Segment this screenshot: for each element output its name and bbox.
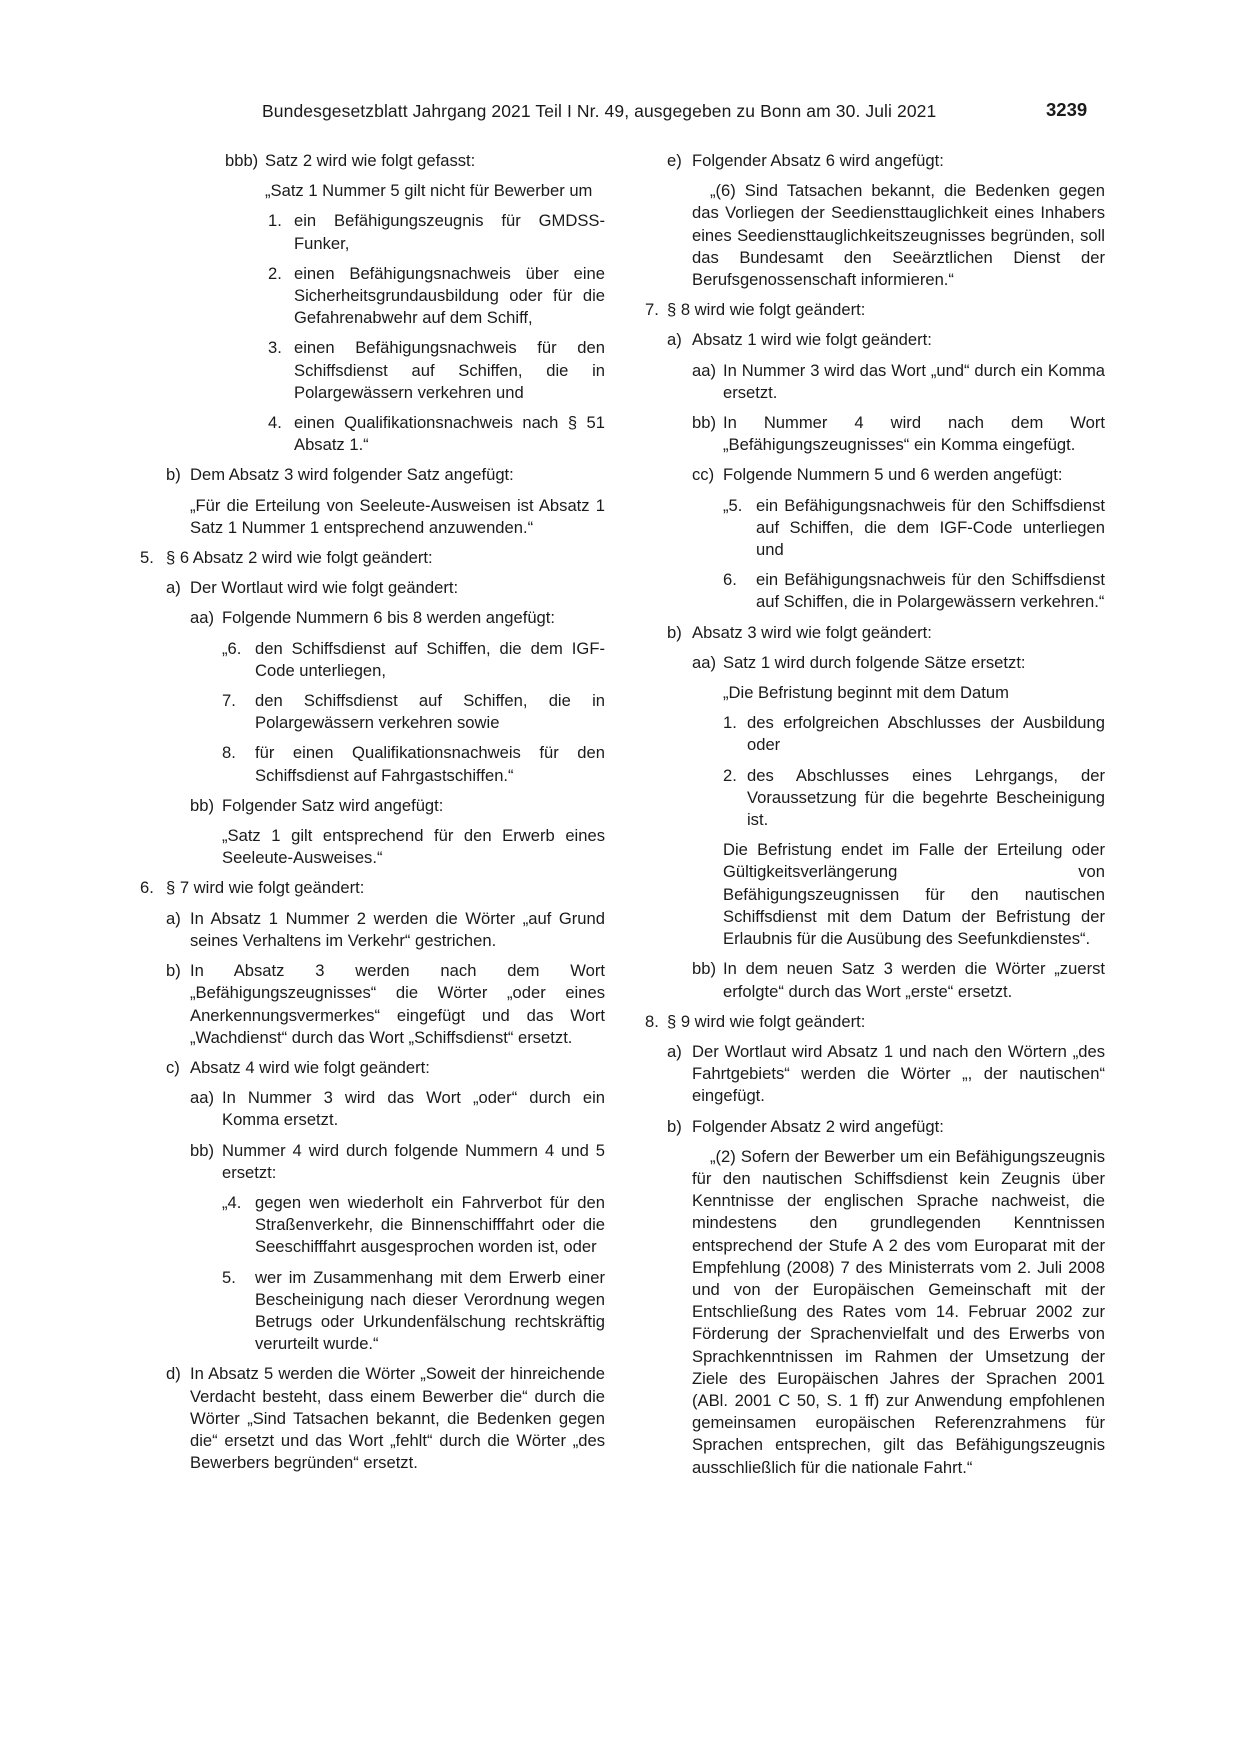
provision-text: ein Befähigungsnachweis für den Schiffsdienst auf Schiffen, die dem IGF-Code unterliegen und bbox=[756, 495, 1105, 560]
provision-text: In Nummer 4 wird nach dem Wort „Befähigungszeugnisses“ ein Komma eingefügt. bbox=[723, 413, 1105, 455]
enumeration-label: bb) bbox=[190, 795, 214, 815]
provision-text: In Absatz 1 Nummer 2 werden die Wörter „auf Grund seines Verhaltens im Verkehr“ gestrichen. bbox=[190, 908, 605, 950]
provision-text: wer im Zusammenhang mit dem Erwerb einer Bescheinigung nach dieser Verordnung wegen Betrugs oder Urkundenfälschung rechtskräftig verurteilt wurde.“ bbox=[255, 1267, 605, 1354]
provision-paragraph bbox=[692, 652, 1105, 674]
provision-paragraph bbox=[166, 960, 605, 1049]
provision-text: Der Wortlaut wird wie folgt geändert: bbox=[190, 578, 459, 598]
enumeration-label: 1. bbox=[723, 713, 737, 733]
provision-paragraph bbox=[140, 877, 605, 899]
provision-paragraph bbox=[140, 547, 605, 569]
enumeration-label: 8. bbox=[645, 1011, 659, 1031]
provision-paragraph bbox=[692, 180, 1105, 291]
provision-paragraph bbox=[692, 958, 1105, 1002]
enumeration-label: a) bbox=[667, 1041, 682, 1061]
provision-paragraph bbox=[190, 1140, 605, 1184]
provision-text: In Nummer 3 wird das Wort „und“ durch ein Komma ersetzt. bbox=[723, 360, 1105, 402]
enumeration-label: a) bbox=[667, 330, 682, 350]
provision-text: In Absatz 5 werden die Wörter „Soweit der hinreichende Verdacht besteht, dass einem Bewerber die“ durch die Wörter „Sind Tatsachen bekannt, die Bedenken gegen die“ ersetzt und das Wort „fehlt“ durch die Wörter „des Bewerbers begründen“ ersetzt. bbox=[190, 1364, 605, 1473]
running-title: Bundesgesetzblatt Jahrgang 2021 Teil I Nr. 49, ausgegeben zu Bonn am 30. Juli 2021 bbox=[262, 101, 937, 121]
provision-paragraph bbox=[166, 577, 605, 599]
provision-paragraph bbox=[692, 360, 1105, 404]
provision-text: einen Befähigungsnachweis über eine Sicherheitsgrundausbildung oder für die Gefahrenabwehr auf dem Schiff, bbox=[294, 263, 605, 328]
provision-text: In dem neuen Satz 3 werden die Wörter „zuerst erfolgte“ durch das Wort „erste“ ersetzt. bbox=[723, 959, 1105, 1001]
provision-paragraph bbox=[190, 607, 605, 629]
provision-paragraph bbox=[166, 1057, 605, 1079]
provision-text: Dem Absatz 3 wird folgender Satz angefügt: bbox=[190, 465, 514, 485]
provision-paragraph bbox=[692, 412, 1105, 456]
enumeration-label: 5. bbox=[222, 1267, 236, 1287]
enumeration-label: 4. bbox=[268, 413, 282, 433]
enumeration-label: 2. bbox=[268, 263, 282, 283]
enumeration-label: 7. bbox=[645, 300, 659, 320]
enumeration-label: a) bbox=[166, 908, 181, 928]
provision-paragraph bbox=[268, 412, 605, 456]
provision-text: einen Qualifikationsnachweis nach § 51 Absatz 1.“ bbox=[294, 413, 605, 455]
provision-text: des erfolgreichen Abschlusses der Ausbildung oder bbox=[747, 713, 1105, 755]
enumeration-label: bb) bbox=[692, 413, 716, 433]
provision-paragraph bbox=[268, 263, 605, 330]
provision-paragraph bbox=[645, 1011, 1105, 1033]
provision-text: In Absatz 3 werden nach dem Wort „Befähigungszeugnisses“ die Wörter „oder eines Anerkennungsvermerkes“ eingefügt und das Wort „Wachdienst“ durch das Wort „Schiffsdienst“ ersetzt. bbox=[190, 961, 605, 1047]
provision-paragraph bbox=[166, 1363, 605, 1474]
enumeration-label: „5. bbox=[723, 495, 743, 515]
provision-paragraph bbox=[692, 464, 1105, 486]
provision-text: § 6 Absatz 2 wird wie folgt geändert: bbox=[166, 548, 433, 568]
provision-paragraph bbox=[225, 150, 605, 172]
provision-text: „(6) Sind Tatsachen bekannt, die Bedenken gegen das Vorliegen der Seediensttauglichkeit eines Inhabers eines Seediensttauglichkeitszeugnisses begründen, soll das Bundesamt den Seeärztlichen Dienst der Berufsgenossenschaft informieren.“ bbox=[692, 181, 1105, 290]
provision-paragraph bbox=[667, 1041, 1105, 1108]
provision-text: Folgender Absatz 6 wird angefügt: bbox=[692, 151, 944, 170]
right-column bbox=[645, 150, 1105, 1487]
provision-text: gegen wen wiederholt ein Fahrverbot für den Straßenverkehr, die Binnenschifffahrt oder die Seeschifffahrt ausgesprochen worden ist, oder bbox=[255, 1192, 605, 1257]
provision-text: „Satz 1 Nummer 5 gilt nicht für Bewerber um bbox=[265, 181, 593, 201]
enumeration-label: aa) bbox=[692, 360, 716, 380]
provision-paragraph bbox=[692, 1146, 1105, 1479]
provision-text: Der Wortlaut wird Absatz 1 und nach den Wörtern „des Fahrtgebiets“ werden die Wörter „, der nautischen“ eingefügt. bbox=[692, 1041, 1105, 1106]
provision-text: Die Befristung endet im Falle der Erteilung oder Gültigkeitsverlängerung von Befähigungszeugnissen für den nautischen Schiffsdienst mit dem Datum der Befristung der Erlaubnis für die Ausübung des Seefunkdienstes“. bbox=[723, 840, 1105, 949]
provision-paragraph bbox=[222, 638, 605, 682]
provision-paragraph bbox=[222, 1192, 605, 1259]
provision-paragraph bbox=[723, 765, 1105, 832]
provision-paragraph bbox=[667, 329, 1105, 351]
provision-paragraph bbox=[166, 464, 605, 486]
left-column bbox=[140, 150, 605, 1482]
provision-paragraph bbox=[222, 690, 605, 734]
enumeration-label: b) bbox=[667, 1116, 682, 1136]
enumeration-label: 3. bbox=[268, 338, 282, 358]
provision-paragraph bbox=[222, 1267, 605, 1356]
enumeration-label: 6. bbox=[140, 878, 154, 898]
provision-text: Folgender Absatz 2 wird angefügt: bbox=[692, 1116, 944, 1136]
provision-text: für einen Qualifikationsnachweis für den Schiffsdienst auf Fahrgastschiffen.“ bbox=[255, 743, 605, 785]
provision-paragraph bbox=[222, 742, 605, 786]
provision-text: „Für die Erteilung von Seeleute-Ausweisen ist Absatz 1 Satz 1 Nummer 1 entsprechend anzuwenden.“ bbox=[190, 495, 605, 537]
provision-paragraph bbox=[268, 337, 605, 404]
enumeration-label: bb) bbox=[692, 959, 716, 979]
enumeration-label: bb) bbox=[190, 1140, 214, 1160]
provision-paragraph bbox=[166, 908, 605, 952]
enumeration-label: 1. bbox=[268, 211, 282, 231]
provision-text: einen Befähigungsnachweis für den Schiffsdienst auf Schiffen, die in Polargewässern verkehren und bbox=[294, 338, 605, 402]
provision-paragraph bbox=[723, 839, 1105, 950]
enumeration-label: 6. bbox=[723, 570, 737, 590]
provision-paragraph bbox=[190, 795, 605, 817]
running-header bbox=[0, 100, 1241, 126]
enumeration-label: c) bbox=[166, 1057, 180, 1077]
provision-text: Folgender Satz wird angefügt: bbox=[222, 795, 444, 815]
provision-text: § 9 wird wie folgt geändert: bbox=[667, 1011, 866, 1031]
enumeration-label: aa) bbox=[692, 652, 716, 672]
enumeration-label: 2. bbox=[723, 765, 737, 785]
provision-paragraph bbox=[723, 569, 1105, 613]
provision-text: In Nummer 3 wird das Wort „oder“ durch ein Komma ersetzt. bbox=[222, 1088, 605, 1130]
provision-paragraph bbox=[268, 210, 605, 254]
enumeration-label: „4. bbox=[222, 1192, 242, 1212]
provision-paragraph bbox=[723, 495, 1105, 562]
provision-text: Absatz 1 wird wie folgt geändert: bbox=[692, 330, 932, 350]
provision-text: des Abschlusses eines Lehrgangs, der Voraussetzung für die begehrte Bescheinigung ist. bbox=[747, 765, 1105, 830]
enumeration-label: b) bbox=[166, 465, 181, 485]
enumeration-label: cc) bbox=[692, 465, 715, 485]
enumeration-label: 8. bbox=[222, 743, 236, 763]
provision-text: „Satz 1 gilt entsprechend für den Erwerb eines Seeleute-Ausweises.“ bbox=[222, 826, 605, 868]
provision-paragraph bbox=[667, 1116, 1105, 1138]
enumeration-label: d) bbox=[166, 1364, 181, 1384]
provision-text: Satz 2 wird wie folgt gefasst: bbox=[265, 151, 476, 170]
provision-text: den Schiffsdienst auf Schiffen, die in Polargewässern verkehren sowie bbox=[255, 691, 605, 733]
provision-text: Absatz 4 wird wie folgt geändert: bbox=[190, 1057, 430, 1077]
provision-paragraph bbox=[645, 299, 1105, 321]
enumeration-label: bbb) bbox=[225, 151, 259, 170]
enumeration-label: 7. bbox=[222, 691, 236, 711]
page-number: 3239 bbox=[1046, 99, 1088, 120]
enumeration-label: a) bbox=[166, 578, 181, 598]
provision-text: Folgende Nummern 5 und 6 werden angefügt: bbox=[723, 465, 1063, 485]
provision-text: § 7 wird wie folgt geändert: bbox=[166, 878, 365, 898]
provision-text: ein Befähigungsnachweis für den Schiffsdienst auf Schiffen, die in Polargewässern verkehren.“ bbox=[756, 570, 1105, 612]
provision-paragraph bbox=[190, 1087, 605, 1131]
provision-text: § 8 wird wie folgt geändert: bbox=[667, 300, 866, 320]
enumeration-label: b) bbox=[667, 622, 682, 642]
provision-paragraph bbox=[723, 712, 1105, 756]
provision-text: „(2) Sofern der Bewerber um ein Befähigungszeugnis für den nautischen Schiffsdienst kein Zeugnis über Kenntnisse der englischen Sprache nachweist, die mindestens den grundlegenden Kenntnissen entsprechend der Stufe A 2 des vom Europarat mit der Empfehlung (2008) 7 des Ministerrats vom 2. Juli 2008 und von der Europäischen Gemeinschaft mit der Entschließung des Rates vom 14. Februar 2002 zur Förderung der Sprachenvielfalt und des Erwerbs von Sprachkenntnissen im Rahmen der Umsetzung der Ziele des Europäischen Jahres der Sprachen 2001 (ABl. 2001 C 50, S. 1 ff) zur Anwendung empfohlenen gemeinsamen europäischen Referenzrahmens für Sprachen entsprechen, gilt das Befähigungszeugnis ausschließlich für die nationale Fahrt.“ bbox=[692, 1146, 1105, 1477]
provision-text: „Die Befristung beginnt mit dem Datum bbox=[723, 683, 1009, 703]
enumeration-label: aa) bbox=[190, 608, 214, 628]
provision-paragraph bbox=[190, 495, 605, 539]
provision-text: den Schiffsdienst auf Schiffen, die dem IGF-Code unterliegen, bbox=[255, 638, 605, 680]
provision-paragraph bbox=[265, 180, 605, 202]
provision-text: Nummer 4 wird durch folgende Nummern 4 und 5 ersetzt: bbox=[222, 1140, 605, 1182]
provision-paragraph bbox=[222, 825, 605, 869]
enumeration-label: 5. bbox=[140, 548, 154, 568]
provision-text: ein Befähigungszeugnis für GMDSS-Funker, bbox=[294, 211, 605, 253]
provision-text: Satz 1 wird durch folgende Sätze ersetzt: bbox=[723, 652, 1026, 672]
provision-paragraph bbox=[667, 622, 1105, 644]
enumeration-label: e) bbox=[667, 151, 682, 170]
provision-text: Absatz 3 wird wie folgt geändert: bbox=[692, 622, 932, 642]
provision-text: Folgende Nummern 6 bis 8 werden angefügt: bbox=[222, 608, 555, 628]
provision-paragraph bbox=[723, 682, 1105, 704]
enumeration-label: aa) bbox=[190, 1088, 214, 1108]
provision-paragraph bbox=[667, 150, 1105, 172]
enumeration-label: „6. bbox=[222, 638, 242, 658]
enumeration-label: b) bbox=[166, 961, 181, 981]
